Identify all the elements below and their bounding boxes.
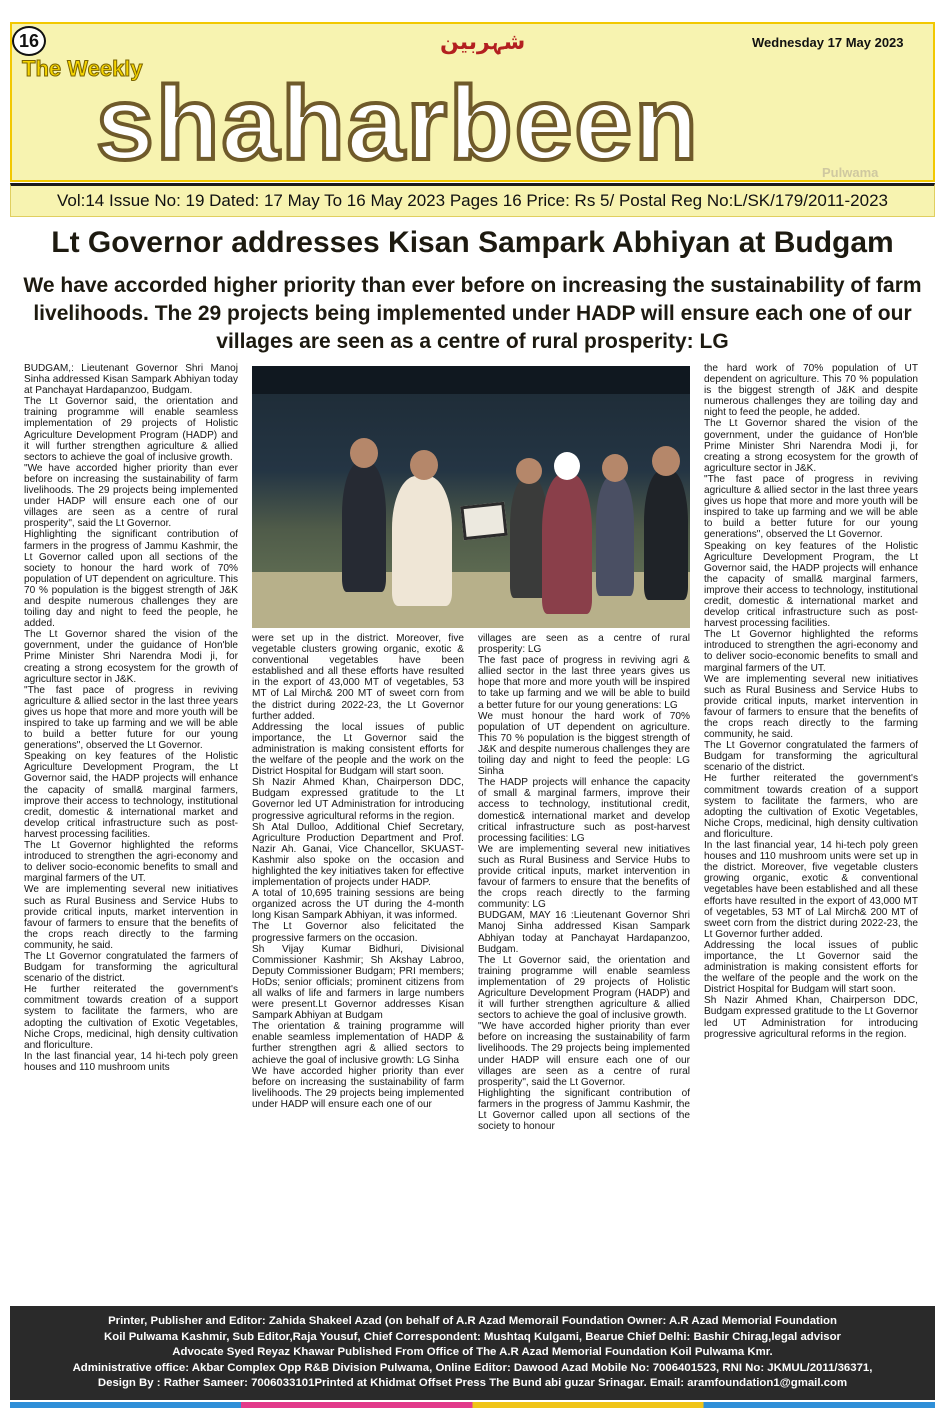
issue-date: Wednesday 17 May 2023: [752, 35, 904, 50]
article-paragraph: We are implementing several new initiatives such as Rural Business and Service Hubs to provide critical inputs, market intervention in favour of farmers to ensure that the benefits of the crops reach directly to the farming community, he said.: [704, 673, 918, 741]
article-paragraph: BUDGAM, MAY 16 :Lieutenant Governor Shri Manoj Sinha addressed Kisan Sampark Abhiyan today at Panchayat Hardapanzoo, Budgam.: [478, 910, 690, 955]
photo-person: [644, 470, 688, 600]
article-paragraph: We have accorded higher priority than ever before on increasing the sustainability of farm livelihoods. The 29 projects being implemented under HADP will ensure each one of our: [252, 1065, 464, 1110]
article-paragraph: The Lt Governor congratulated the farmers of Budgam for transforming the agricultural scenario of the district.: [24, 950, 238, 985]
photo-person-head: [516, 458, 542, 484]
article-paragraph: The Lt Governor congratulated the farmers of Budgam for transforming the agricultural scenario of the district.: [704, 740, 918, 774]
article-paragraph: The Lt Governor highlighted the reforms introduced to strengthen the agri-economy and to deliver socio-economic benefits to small and marginal farmers of the UT.: [24, 840, 238, 885]
article-subhead: We have accorded higher priority than ever before on increasing the sustainability of farm livelihoods. The 29 projects being implemented under HADP will ensure each one of our villages are seen as a centre of rural prosperity: LG: [23, 274, 922, 353]
article-paragraph: "The fast pace of progress in reviving agriculture & allied sector in the last three years gives us hope that more and more youth will be inspired to take up farming and we will be able to build a better future for our young generations", observed the Lt Governor.: [24, 684, 238, 752]
photo-person: [542, 474, 592, 614]
article-paragraph: We must honour the hard work of 70% population of UT dependent on agriculture. This 70 % population is the biggest strength of J&K and despite numerous challenges they are toiling day and night to feed the people: LG Sinha: [478, 710, 690, 778]
article-paragraph: He further reiterated the government's commitment towards creation of a support system to facilitate the farmers, who are adopting the cultivation of Exotic Vegetables, Niche Crops, medicinal, high density cultivation and floriculture.: [704, 773, 918, 840]
article-paragraph: were set up in the district. Moreover, five vegetable clusters growing organic, exotic & conventional vegetables have been established and all these efforts have resulted in the export of 43,000 MT of vegetables, 53 MT of Lal Mirch& 200 MT of sweet corn from the district during 2022-23, the Lt Governor further added.: [252, 633, 464, 722]
article-column-1: [24, 363, 238, 1293]
masthead-place: Pulwama: [822, 165, 879, 180]
imprint-line: Administrative office: Akbar Complex Opp R&B Division Pulwama, Online Editor: Dawood Azad Mobile No: 7006401523, RNI No: JKMUL/2011/36371,: [72, 1361, 873, 1374]
article-paragraph: The orientation & training programme will enable seamless implementation of HADP & further strengthen agri & allied sectors to achieve the goal of inclusive growth: LG Sinha: [252, 1021, 464, 1066]
article-paragraph: Sh Atal Dulloo, Additional Chief Secretary, Agriculture Production Department and Prof. Nazir Ah. Ganai, Vice Chancellor, SKUAST-Kashmir also spoke on the occasion and highlighted the key initiatives taken for effective implementation of projects under HADP.: [252, 821, 464, 889]
article-photo: [252, 366, 690, 628]
article-paragraph: In the last financial year, 14 hi-tech poly green houses and 110 mushroom units: [24, 1050, 238, 1073]
article-paragraph: Speaking on key features of the Holistic Agriculture Development Program, the Lt Governor said, the HADP projects will enhance the capacity of small& marginal farmers, improve their access to technology, institutional credit, domestic & international market and develop critical infrastructure such as post-harvest processing facilities.: [24, 751, 238, 840]
article-paragraph: Highlighting the significant contribution of farmers in the progress of Jammu Kashmir, the Lt Governor called upon all sections of the society to honour: [478, 1087, 690, 1133]
article-column-4: [704, 363, 918, 1293]
imprint-line: Printer, Publisher and Editor: Zahida Shakeel Azad (on behalf of A.R Azad Memorail Foundation Owner: A.R Azad Memorial Foundation: [108, 1315, 837, 1327]
article-paragraph: Sh Nazir Ahmed Khan, Chairperson DDC, Budgam expressed gratitude to the Lt Governor led UT Administration for introducing progressive agricultural reforms in the region.: [704, 995, 918, 1040]
photo-person: [342, 462, 386, 592]
article-paragraph: We are implementing several new initiatives such as Rural Business and Service Hubs to provide critical inputs, market intervention in favour of farmers to ensure that the benefits of the crops reach directly to the farming community: LG: [478, 843, 690, 911]
article-column-2: [252, 633, 464, 1293]
article-paragraph: villages are seen as a centre of rural prosperity: LG: [478, 633, 690, 656]
article-paragraph: The Lt Governor shared the vision of the government, under the guidance of Hon'ble Prime Minister Shri Narendra Modi ji, for creating a strong ecosystem for the growth of agriculture sector in J&K.: [704, 418, 918, 474]
imprint-line: Advocate Syed Reyaz Khawar Published From Office of The A.R Azad Memorial Foundation Koil Pulwama Kmr.: [172, 1346, 773, 1359]
imprint-line: Koil Pulwama Kashmir, Sub Editor,Raja Yousuf, Chief Correspondent: Mushtaq Kulgami, Bearue Chief Delhi: Bashir Chirag,legal advisor: [104, 1330, 841, 1343]
article-paragraph: We are implementing several new initiatives such as Rural Business and Service Hubs to provide critical inputs, market intervention in favour of farmers to ensure that the benefits of the crops reach directly to the farming community, he said.: [24, 884, 238, 951]
photo-person-head: [410, 450, 438, 480]
masthead-weekly-label: The Weekly: [22, 56, 143, 81]
article-paragraph: The fast pace of progress in reviving agri & allied sector in the last three years gives us hope that more and more youth will be inspired to take up farming and we will be able to build a better future for our young generations: LG: [478, 655, 690, 711]
article-paragraph: He further reiterated the government's commitment towards creation of a support system to facilitate the farmers, who are adopting the cultivation of Exotic Vegetables, Niche Crops, medicinal, high density cultivation and floriculture.: [24, 984, 238, 1051]
issue-info-bar: Vol:14 Issue No: 19 Dated: 17 May To 16 May 2023 Pages 16 Price: Rs 5/ Postal Reg No:L/SK/179/2011-2023: [10, 183, 935, 217]
article-paragraph: Addressing the local issues of public importance, the Lt Governor said the administration is making consistent efforts for the welfare of the people and the work on the District Hospital for Budgam will start soon.: [704, 939, 918, 996]
article-paragraph: "We have accorded higher priority than ever before on increasing the sustainability of farm livelihoods. The 29 projects being implemented under HADP will ensure each one of our villages are seen as a centre of rural prosperity", said the Lt Governor.: [24, 462, 238, 530]
imprint-footer: [10, 1306, 935, 1400]
article-paragraph: The Lt Governor shared the vision of the government, under the guidance of Hon'ble Prime Minister Shri Narendra Modi ji, for creating a strong ecosystem for the growth of agriculture sector in J&K.: [24, 629, 238, 685]
photo-person: [596, 476, 634, 596]
photo-stage-banner: [252, 366, 690, 394]
article-paragraph: A total of 10,695 training sessions are being organized across the UT during the 4-month long Kisan Sampark Abhiyan, it was informed.: [252, 888, 464, 922]
article-paragraph: Speaking on key features of the Holistic Agriculture Development Program, the Lt Governor said, the HADP projects will enhance the capacity of small& marginal farmers, improve their access to technology, institutional credit, domestic & international market and develop critical infrastructure such as post-harvest processing facilities.: [704, 540, 918, 630]
article-paragraph: BUDGAM,: Lieutenant Governor Shri Manoj Sinha addressed Kisan Sampark Abhiyan today at Panchayat Hardapanzoo, Budgam.: [24, 363, 238, 397]
article-paragraph: The Lt Governor said, the orientation and training programme will enable seamless implementation of 29 projects of Holistic Agriculture Development Program (HADP) and it will further strengthen agriculture & allied sectors to achieve the goal of inclusive growth.: [24, 396, 238, 463]
article-paragraph: The Lt Governor also felicitated the progressive farmers on the occasion.: [252, 921, 464, 944]
article-paragraph: "We have accorded higher priority than ever before on increasing the sustainability of farm livelihoods. The 29 projects being implemented under HADP will ensure each one of our villages are seen as a centre of rural prosperity", said the Lt Governor.: [478, 1021, 690, 1088]
article-paragraph: The Lt Governor highlighted the reforms introduced to strengthen the agri-economy and to deliver socio-economic benefits to small and marginal farmers of the UT.: [704, 629, 918, 674]
article-paragraph: Sh Vijay Kumar Bidhuri, Divisional Commissioner Kashmir; Sh Akshay Labroo, Deputy Commissioner Budgam; PRI members; HoDs; senior officials; prominent citizens from all walks of life and farmers in large numbers were present.Lt Governor addresses Kisan Sampark Abhiyan at Budgam: [252, 943, 464, 1022]
photo-person: [392, 476, 452, 606]
photo-certificate: [460, 502, 507, 540]
article-paragraph: Addressing the local issues of public importance, the Lt Governor said the administration is making consistent efforts for the welfare of the people and the work on the District Hospital for Budgam will start soon.: [252, 721, 464, 778]
newspaper-title: shaharbeen: [96, 66, 700, 182]
article-paragraph: Highlighting the significant contribution of farmers in the progress of Jammu Kashmir, the Lt Governor called upon all sections of the society to honour the hard work of 70% population of UT dependent on agriculture. This 70 % population is the biggest strength of J&K and despite numerous challenges they are toiling day and night to feed the people, he added.: [24, 529, 238, 630]
photo-person-head: [350, 438, 378, 468]
article-paragraph: the hard work of 70% population of UT dependent on agriculture. This 70 % population is the biggest strength of J&K and despite numerous challenges they are toiling day and night to feed the people, he added.: [704, 363, 918, 419]
photo-person-head: [554, 452, 580, 480]
article-headline: Lt Governor addresses Kisan Sampark Abhiyan at Budgam: [51, 226, 894, 259]
article-paragraph: "The fast pace of progress in reviving agriculture & allied sector in the last three years gives us hope that more and more youth will be inspired to take up farming and we will be able to build a better future for our young generations", observed the Lt Governor.: [704, 473, 918, 541]
imprint-line: Design By : Rather Sameer: 7006033101Printed at Khidmat Offset Press The Bund abi guzar Srinagar. Email: aramfoundation1@gmail.com: [97, 1377, 848, 1390]
article-paragraph: Sh Nazir Ahmed Khan, Chairperson DDC, Budgam expressed gratitude to the Lt Governor led UT Administration for introducing progressive agricultural reforms in the region.: [252, 777, 464, 822]
article-paragraph: The HADP projects will enhance the capacity of small & marginal farmers, improve their access to technology, institutional credit, domestic& international market and develop critical infrastructure such as post-harvest processing facilities: LG: [478, 777, 690, 844]
article-paragraph: In the last financial year, 14 hi-tech poly green houses and 110 mushroom units were set up in the district. Moreover, five vegetable clusters growing organic, exotic & conventional vegetables have been established and all these efforts have resulted in the export of 43,000 MT of vegetables, 53 MT of Lal Mirch& 200 MT of sweet corn from the district during 2022-23, the Lt Governor further added.: [704, 840, 918, 940]
photo-person-head: [652, 446, 680, 476]
article-column-3: [478, 633, 690, 1293]
photo-person-head: [602, 454, 628, 482]
urdu-logo: شہربین: [440, 30, 526, 55]
article-paragraph: The Lt Governor said, the orientation and training programme will enable seamless implementation of 29 projects of Holistic Agriculture Development Program (HADP) and it will further strengthen agriculture & allied sectors to achieve the goal of inclusive growth.: [478, 954, 690, 1022]
page-number: 16: [12, 26, 46, 56]
color-strip: [10, 1402, 935, 1408]
